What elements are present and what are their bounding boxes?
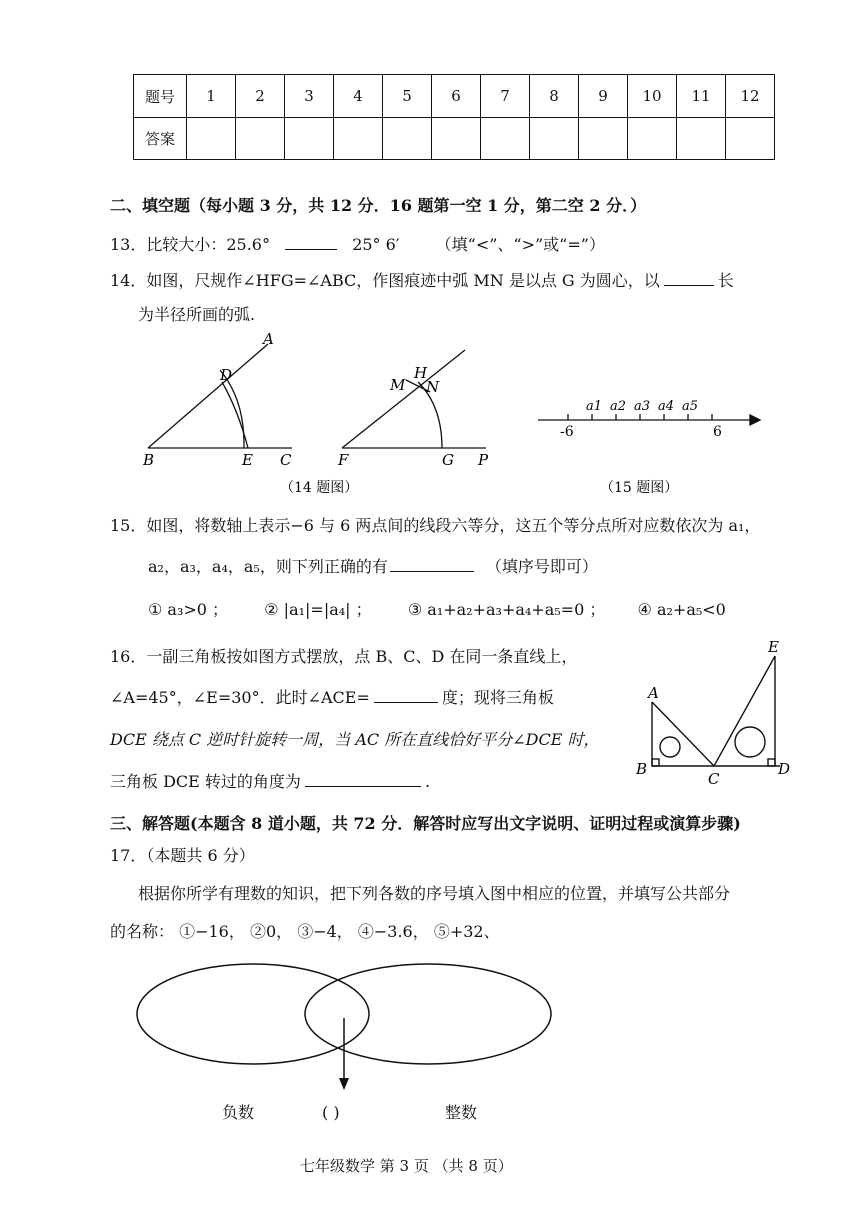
table-cell-number: 7 [481,75,530,118]
question-13 [110,235,605,255]
question-16-line1: 16．一副三角板按如图方式摆放，点 B、C、D 在同一条直线上， [110,647,578,666]
table-cell-number: 4 [334,75,383,118]
figure-14-left [148,344,292,448]
table-cell-number: 10 [628,75,677,118]
q16-line4-suffix: . [424,772,431,791]
answer-table [133,74,775,160]
venn-left-ellipse[interactable] [137,964,369,1064]
venn-right-ellipse[interactable] [305,964,551,1064]
table-cell-number: 8 [530,75,579,118]
table-cell-number: 5 [383,75,432,118]
question-17-title: 17．（本题共 6 分） [110,846,255,865]
q14-prefix: 14．如图，尺规作∠HFG=∠ABC，作图痕迹中弧 MN 是以点 G 为圆心，以 [110,271,660,290]
q15-option-4: ④ a₂+a₅<0 [637,600,726,619]
question-14-line2: 为半径所画的弧. [138,305,256,324]
point-a2: a2 [610,399,627,414]
q15-option-1: ① a₃>0 ； [148,600,229,619]
answer-cell[interactable] [187,118,236,160]
answer-cell[interactable] [530,118,579,160]
figure-16 [630,636,800,786]
q15-options [148,600,726,620]
table-header-answer: 答案 [134,118,187,160]
answer-cell[interactable] [726,118,775,160]
question-16-line2 [110,688,554,708]
question-15-line1: 15．如图，将数轴上表示−6 与 6 两点间的线段六等分，这五个等分点所对应数依次为 a₁， [110,516,761,535]
answer-cell[interactable] [383,118,432,160]
q16-line4-prefix: 三角板 DCE 转过的角度为 [110,772,301,791]
answer-cell[interactable] [579,118,628,160]
answer-cell[interactable] [285,118,334,160]
table-cell-number: 1 [187,75,236,118]
q13-prefix: 13．比较大小：25.6° [110,235,270,254]
q14-suffix: 长 [717,271,734,290]
label-B: B [143,451,155,469]
number-line-pos6: 6 [713,424,722,440]
venn-label-integer: 整数 [445,1103,478,1122]
number-line-neg6: -6 [560,424,574,440]
q15-option-3: ③ a₁+a₂+a₃+a₄+a₅=0 ； [407,600,606,619]
q16-answer-blank-2[interactable] [305,772,421,787]
label-16-C: C [708,770,720,786]
question-15-line2 [148,557,598,577]
q16-line2-prefix: ∠A=45°，∠E=30°．此时∠ACE= [110,688,370,707]
label-D: D [220,366,233,384]
label-16-D: D [778,760,791,778]
question-17-line2: 的名称： ①−16， ②0， ③−4， ④−3.6， ⑤+32、 [110,922,500,941]
label-P: P [478,451,489,469]
question-16-line4 [110,772,430,792]
q15-answer-blank[interactable] [390,557,474,572]
figure-14-15 [120,330,770,500]
q15-prefix: a₂，a₃，a₄，a₅，则下列正确的有 [148,557,388,576]
label-H: H [414,364,428,382]
answer-cell[interactable] [481,118,530,160]
point-a5: a5 [682,399,699,414]
point-a1: a1 [586,399,603,414]
label-C: C [280,451,292,469]
label-N: N [426,378,440,396]
question-14-line1 [110,271,734,291]
q14-answer-blank[interactable] [664,271,714,286]
venn-label-negative: 负数 [222,1103,255,1122]
answer-cell[interactable] [334,118,383,160]
table-header-number: 题号 [134,75,187,118]
q13-answer-blank[interactable] [285,235,337,250]
table-cell-number: 11 [677,75,726,118]
q15-suffix: （填序号即可） [485,557,598,576]
table-cell-number: 2 [236,75,285,118]
question-17-line1: 根据你所学有理数的知识，把下列各数的序号填入图中相应的位置，并填写公共部分 [138,884,731,903]
caption-14: （14 题图） [280,480,359,496]
venn-diagram [130,960,560,1100]
q13-suffix: （填“<”、“>”或“=”） [435,235,605,254]
q16-line2-suffix: 度；现将三角板 [441,688,554,707]
label-G: G [442,451,454,469]
page-footer: 七年级数学 第 3 页 （共 8 页） [300,1157,513,1175]
table-cell-number: 3 [285,75,334,118]
table-cell-number: 12 [726,75,775,118]
label-16-B: B [636,760,648,778]
section-3-heading: 三、解答题(本题含 8 道小题，共 72 分．解答时应写出文字说明、证明过程或演算步骤) [110,814,741,833]
label-16-A: A [648,684,659,702]
q16-answer-blank-1[interactable] [374,688,438,703]
question-16-line3: DCE 绕点 C 逆时针旋转一周，当 AC 所在直线恰好平分∠DCE 时， [110,730,600,749]
answer-cell[interactable] [677,118,726,160]
label-F: F [338,451,349,469]
caption-15: （15 题图） [600,480,679,496]
venn-label-common[interactable]: ( ) [322,1103,340,1122]
point-a4: a4 [658,399,675,414]
answer-cell[interactable] [628,118,677,160]
table-cell-number: 6 [432,75,481,118]
section-2-heading: 二、填空题（每小题 3 分，共 12 分．16 题第一空 1 分，第二空 2 分．） [110,196,647,215]
point-a3: a3 [634,399,651,414]
label-E: E [242,451,253,469]
table-cell-number: 9 [579,75,628,118]
label-16-E: E [768,638,779,656]
label-A: A [263,330,274,348]
answer-cell[interactable] [236,118,285,160]
answer-cell[interactable] [432,118,481,160]
q13-middle: 25° 6′ [352,235,400,254]
q15-option-2: ② |a₁|=|a₄| ； [264,600,372,619]
label-M: M [390,376,406,394]
